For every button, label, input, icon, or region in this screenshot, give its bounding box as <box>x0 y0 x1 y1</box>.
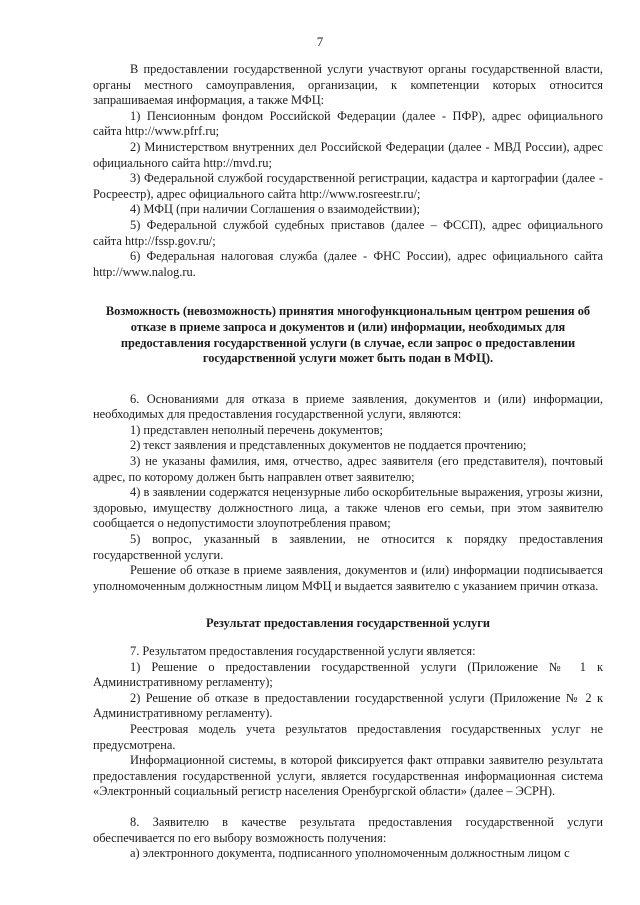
intro-item-4: 4) МФЦ (при наличии Соглашения о взаимодействии); <box>130 202 421 217</box>
refusal-paragraph: 6. Основаниями для отказа в приеме заявления, документов и (или) информации, необходимых для предоставления государственной услуги, являются: <box>93 391 603 422</box>
paragraph-gap <box>93 800 603 815</box>
intro-item-2: 2) Министерством внутренних дел Российской Федерации (далее - МВД России), адрес официального сайта http://mvd.ru; <box>93 139 603 170</box>
result-paragraph: 7. Результатом предоставления государственной услуги является: <box>130 644 476 658</box>
refusal-item-3: 3) не указаны фамилия, имя, отчество, адрес заявителя (его представителя), почтовый адрес, по которому должен быть направлен ответ заявителю; <box>93 454 603 484</box>
result-info-system: Информационной системы, в которой фиксируется факт отправки заявителю результата предоставления государственной услуги, является государственная информационная система «Электронный социальный регистр населения Оренбургской области» (далее – ЭСРН). <box>93 753 603 799</box>
refusal-item-5: 5) вопрос, указанный в заявлении, не относится к порядку предоставления государственной услуги. <box>93 532 603 562</box>
result-registry-note: Реестровая модель учета результатов предоставления государственных услуг не предусмотрена. <box>93 721 603 752</box>
intro-item-1: 1) Пенсионным фондом Российской Федерации (далее - ПФР), адрес официального сайта http://www.pfrf.ru; <box>93 108 603 139</box>
intro-paragraph: В предоставлении государственной услуги участвуют органы государственной власти, органы местного самоуправления, организации, к компетенции которых относится запрашиваемая информация, а также МФЦ: <box>93 62 603 108</box>
result-item-a: а) электронного документа, подписанного уполномоченным должностным лицом с <box>130 846 570 861</box>
refusal-closing: Решение об отказе в приеме заявления, документов и (или) информации подписывается уполномоченным должностным лицом МФЦ и выдается заявителю с указанием причин отказа. <box>93 563 603 593</box>
section-heading-result: Результат предоставления государственной услуги <box>206 616 490 631</box>
intro-item-3: 3) Федеральной службой государственной регистрации, кадастра и картографии (далее - Росреестр), адрес официального сайта http://www.rosreestr.ru/; <box>93 171 603 201</box>
result-item-1: 1) Решение о предоставлении государственной услуги (Приложение № 1 к Административному регламенту); <box>93 659 603 690</box>
refusal-item-2: 2) текст заявления и представленных документов не поддается прочтению; <box>130 438 527 453</box>
intro-item-5: 5) Федеральной службой судебных приставов (далее – ФССП), адрес официального сайта http://fssp.gov.ru/; <box>93 217 603 248</box>
result-item-2: 2) Решение об отказе в предоставлении государственной услуги (Приложение № 2 к Административному регламенту). <box>93 690 603 721</box>
page-number: 7 <box>316 34 324 49</box>
section-heading-refusal: Возможность (невозможность) принятия многофункциональным центром решения об отказе в приеме запроса и документов и (или) информации, необходимых для предоставления государственной услуги (в случае, если запрос о предоставлении государственной услуги может быть подан в МФЦ). <box>105 304 591 366</box>
intro-item-6: 6) Федеральная налоговая служба (далее - ФНС России), адрес официального сайта http://www.nalog.ru. <box>93 249 603 279</box>
refusal-item-1: 1) представлен неполный перечень документов; <box>130 422 383 437</box>
result-paragraph-8: 8. Заявителю в качестве результата предоставления государственной услуги обеспечивается по его выбору возможность получения: <box>93 814 603 845</box>
page-content <box>93 62 603 862</box>
refusal-item-4: 4) в заявлении содержатся нецензурные либо оскорбительные выражения, угрозы жизни, здоровью, имуществу должностного лица, а также членов его семьи, при этом заявителю сообщается о недопустимости злоупотребления правом; <box>93 485 603 531</box>
